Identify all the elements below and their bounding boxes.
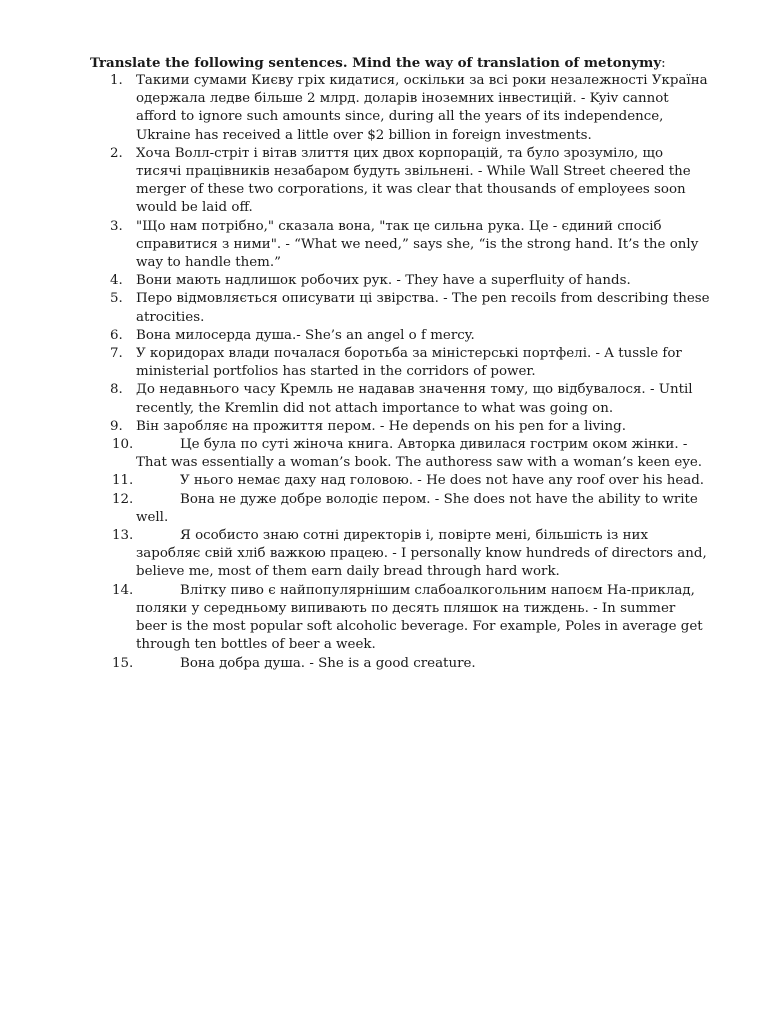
item-text: Він заробляє на прожиття пером. - He depends on his pen for a living.: [136, 418, 626, 434]
list-item: [90, 655, 710, 673]
item-number: 11.: [112, 473, 134, 489]
item-text: Я особисто знаю сотні директорів і, повірте мені, більшість із них заробляє свій хліб важкою працею. - I personally know hundreds of directors and, believe me, most of them earn daily bread through hard work.: [136, 528, 707, 580]
list-item: [90, 436, 710, 472]
list-item: [90, 145, 710, 218]
page-heading: [90, 55, 710, 72]
list-item: [90, 72, 710, 145]
item-text: Вона добра душа. - She is a good creature.: [180, 655, 476, 671]
item-text: У нього немає даху над головою. - He does not have any roof over his head.: [180, 473, 705, 489]
list-item: [90, 218, 710, 273]
item-number: 6.: [110, 327, 123, 343]
list-item: [90, 418, 710, 436]
item-number: 10.: [112, 437, 134, 453]
sentence-list: [90, 72, 710, 673]
item-text: Хоча Волл-стріт і вітав злиття цих двох корпорацій, та було зрозуміло, що тисячі працівників незабаром будуть звільнені. - While Wall Street cheered the merger of these two corporations, it was clear that thousands of employees soon would be laid off.: [136, 145, 691, 216]
list-item: [90, 491, 710, 527]
item-number: 1.: [110, 73, 123, 88]
item-number: 7.: [110, 346, 123, 362]
list-item: [90, 527, 710, 582]
item-number: 8.: [110, 382, 123, 398]
item-number: 9.: [110, 418, 123, 434]
item-text: Це була по суті жіноча книга. Авторка дивилася гострим оком жінки. - That was essentially a woman’s book. The authoress saw with a woman’s keen eye.: [136, 437, 703, 471]
list-item: [90, 345, 710, 381]
list-item: [90, 472, 710, 490]
item-text: Влітку пиво є найпопулярнішим слабоалкогольним напоєм На-приклад, поляки у середньому випивають по десять пляшок на тиждень. - In summer beer is the most popular soft alcoholic beverage. For example, Poles in average get through ten bottles of beer a week.: [136, 582, 703, 653]
item-number: 5.: [110, 291, 123, 307]
item-number: 13.: [112, 528, 134, 544]
heading-colon: :: [661, 56, 666, 71]
heading-text: Translate the following sentences. Mind the way of translation of metonymy: [90, 55, 662, 71]
item-number: 4.: [110, 273, 123, 289]
item-number: 3.: [110, 218, 123, 234]
list-item: [90, 327, 710, 345]
list-item: [90, 582, 710, 655]
item-number: 12.: [112, 491, 134, 507]
list-item: [90, 290, 710, 326]
item-text: Вони мають надлишок робочих рук. - They have a superfluity of hands.: [136, 273, 631, 289]
item-text: Такими сумами Києву гріх кидатися, оскільки за всі роки незалежності Україна одержала ледве більше 2 млрд. доларів іноземних інвестицій. - Kyiv cannot afford to ignore such amounts since, during all the years of its independence, Ukraine has received a little over $2 billion in foreign investments.: [136, 73, 708, 143]
item-number: 15.: [112, 655, 134, 671]
item-text: До недавнього часу Кремль не надавав значення тому, що відбувалося. - Until recently, the Kremlin did not attach importance to what was going on.: [136, 382, 693, 416]
item-text: Перо відмовляється описувати ці звірства. - The pen recoils from describing these atrocities.: [136, 291, 710, 325]
item-text: У коридорах влади почалася боротьба за міністерські портфелі. - A tussle for ministerial portfolios has started in the corridors of power.: [136, 346, 682, 380]
list-item: [90, 272, 710, 290]
item-text: Вона милосерда душа.- She’s an angel o f mercy.: [136, 327, 475, 343]
item-text: Вона не дуже добре володіє пером. - She does not have the ability to write well.: [136, 491, 698, 525]
item-number: 14.: [112, 582, 134, 598]
list-item: [90, 381, 710, 417]
item-text: "Що нам потрібно," сказала вона, "так це сильна рука. Це - єдиний спосіб справитися з ними". - “What we need,” says she, “is the strong hand. It’s the only way to handle them.”: [136, 218, 699, 271]
item-number: 2.: [110, 145, 123, 161]
